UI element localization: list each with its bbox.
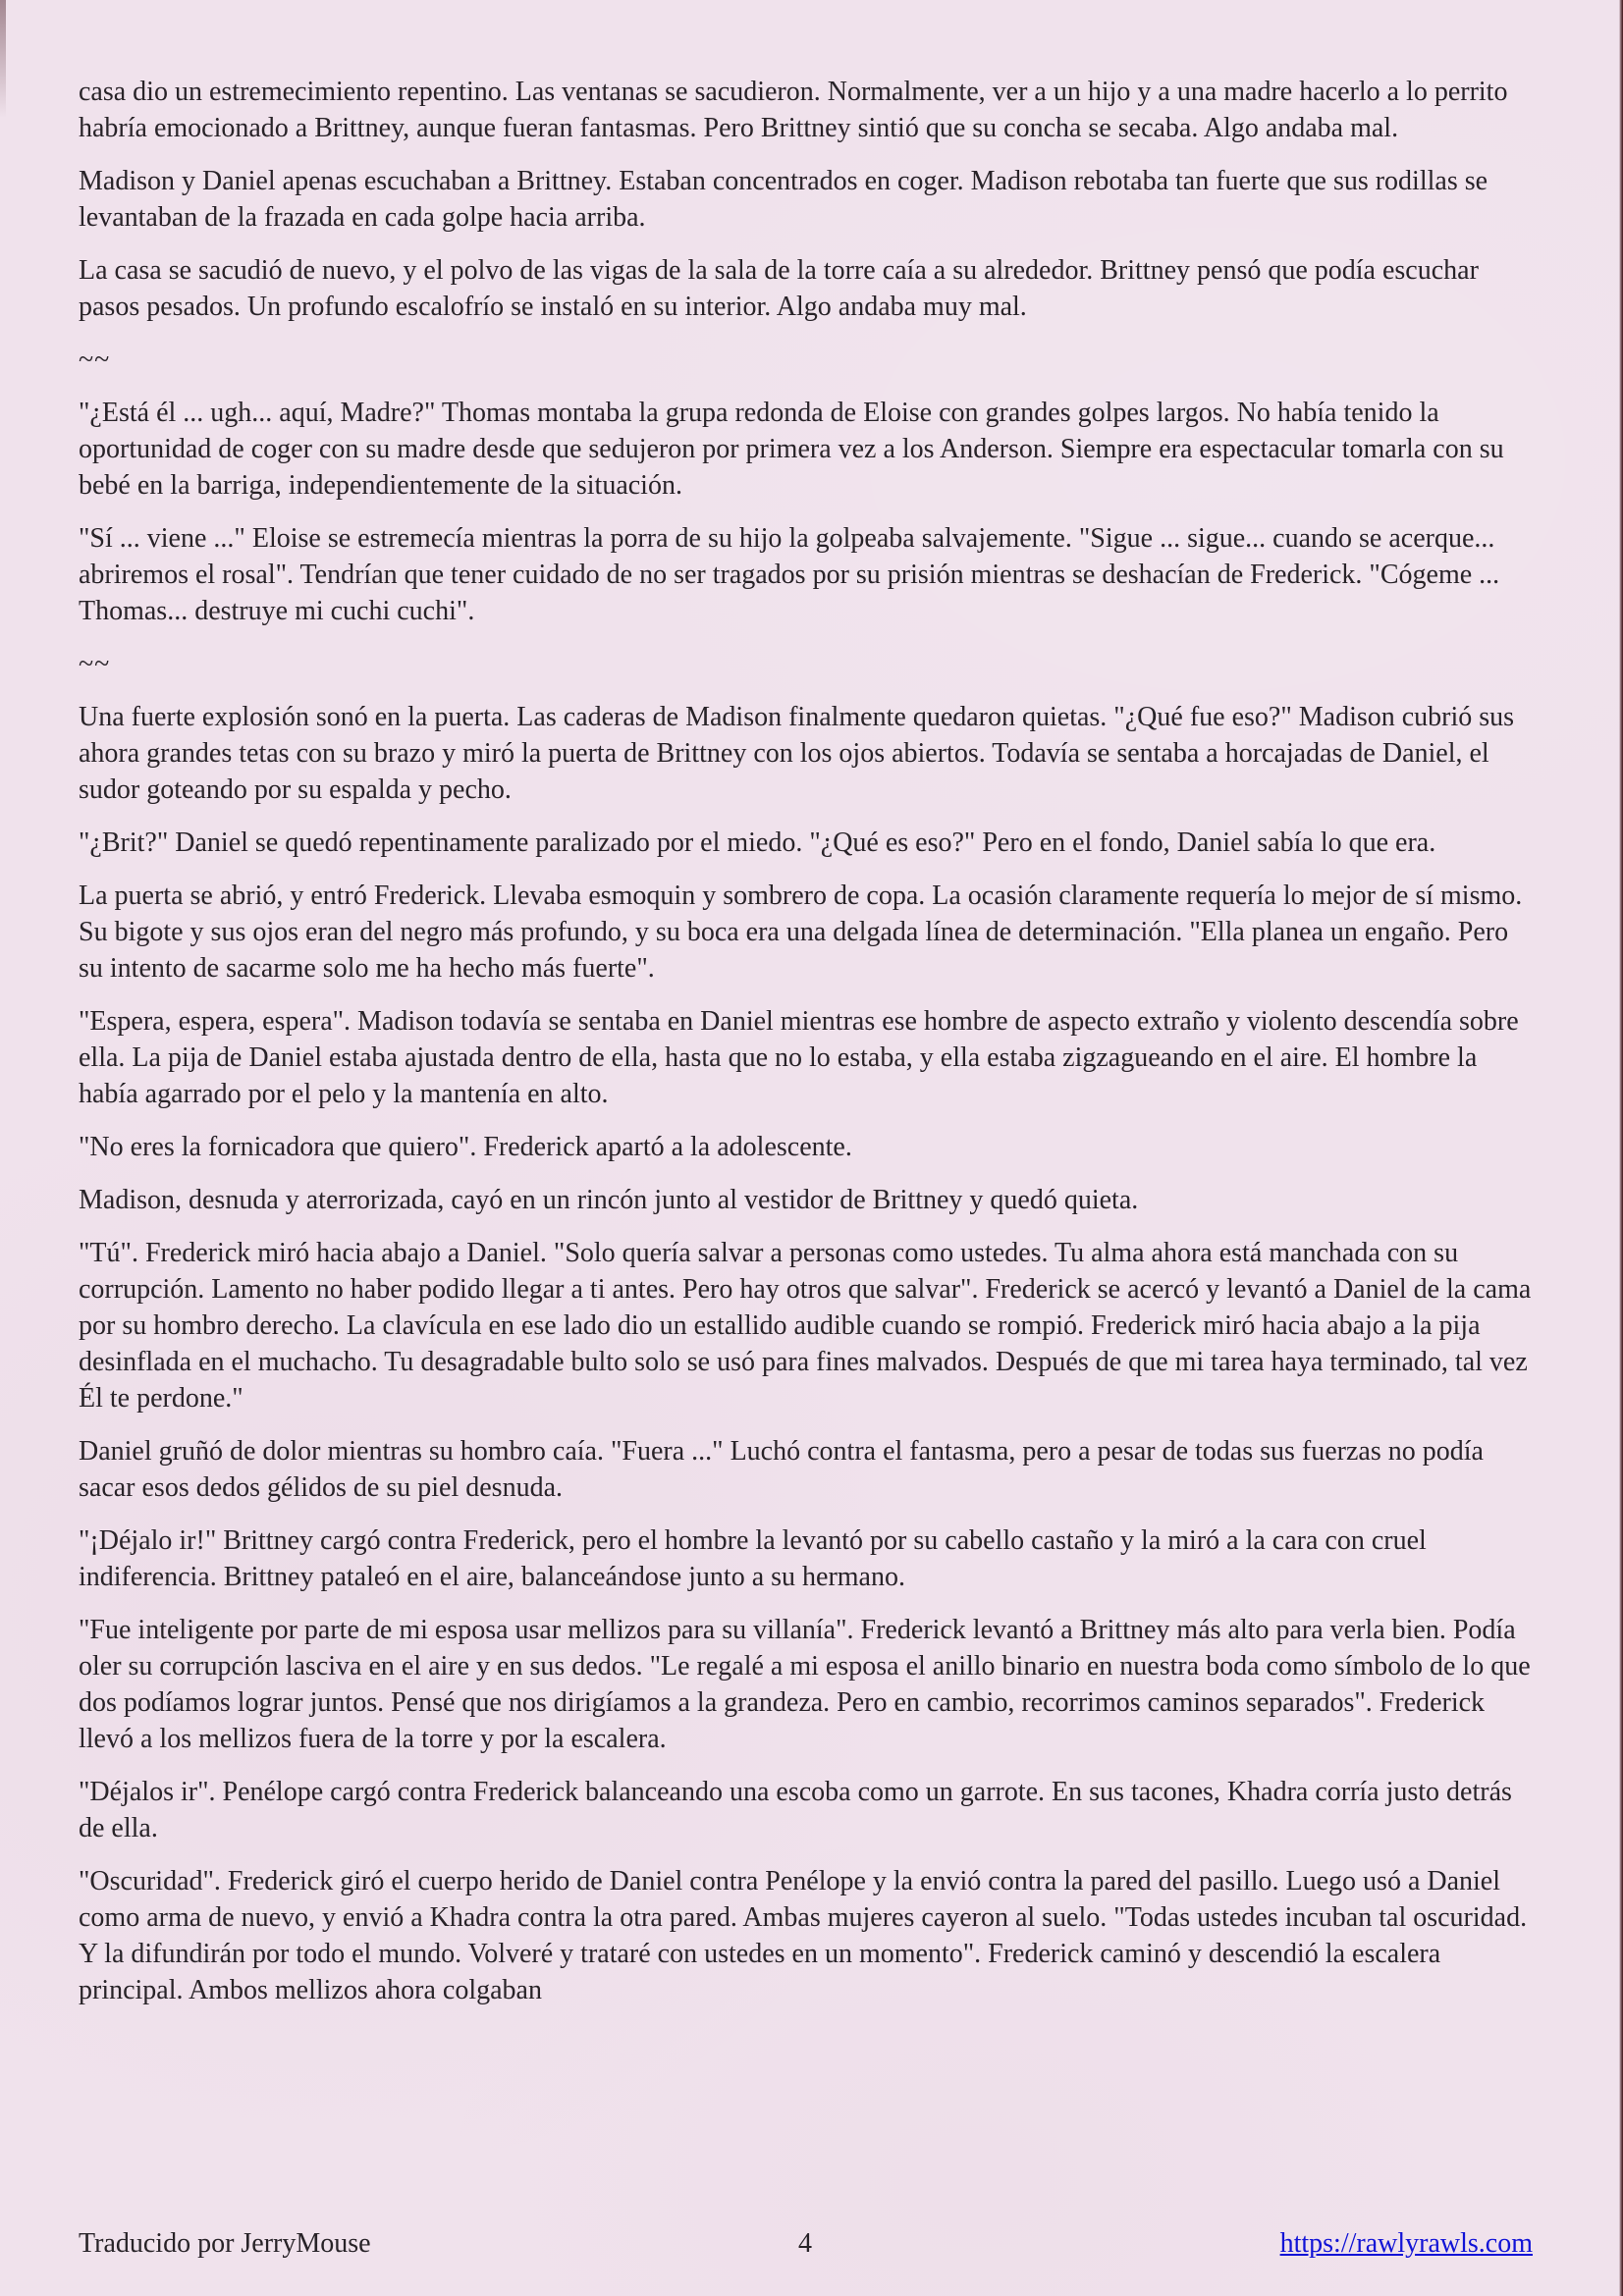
- paragraph: "No eres la fornicadora que quiero". Frederick apartó a la adolescente.: [79, 1132, 852, 1162]
- page-number: 4: [797, 2228, 812, 2259]
- paragraph: La puerta se abrió, y entró Frederick. Llevaba esmoquin y sombrero de copa. La ocasión claramente requería lo mejor de sí mismo. Su bigote y sus ojos eran del negro más profundo, y su boca era una delgada línea de determinación. "Ella planea un engaño. Pero su intento de sacarme solo me ha hecho más fuerte".: [79, 881, 1523, 984]
- paragraph: "¡Déjalo ir!" Brittney cargó contra Frederick, pero el hombre la levantó por su cabello castaño y la miró a la cara con cruel indiferencia. Brittney pataleó en el aire, balanceándose junto a su hermano.: [79, 1525, 1427, 1592]
- paragraph: "Déjalos ir". Penélope cargó contra Frederick balanceando una escoba como un garrote. En sus tacones, Khadra corría justo detrás de ella.: [79, 1777, 1512, 1843]
- paragraph: casa dio un estremecimiento repentino. Las ventanas se sacudieron. Normalmente, ver a un hijo y a una madre hacerlo a lo perrito habría emocionado a Brittney, aunque fueran fantasmas. Pero Brittney sintió que su concha se secaba. Algo andaba mal.: [79, 77, 1508, 143]
- page-left-edge-shadow: [0, 0, 6, 118]
- paragraph: "Sí ... viene ..." Eloise se estremecía mientras la porra de su hijo la golpeaba salvajemente. "Sigue ... sigue... cuando se acerque... abriremos el rosal". Tendrían que tener cuidado de no ser tragados por su prisión mientras se deshacían de Frederick. "Cógeme ... Thomas... destruye mi cuchi cuchi".: [79, 523, 1500, 626]
- paragraph: "Oscuridad". Frederick giró el cuerpo herido de Daniel contra Penélope y la envió contra la pared del pasillo. Luego usó a Daniel como arma de nuevo, y envió a Khadra contra la otra pared. Ambas mujeres cayeron al suelo. "Todas ustedes incuban tal oscuridad. Y la difundirán por todo el mundo. Volveré y trataré con ustedes en un momento". Frederick caminó y descendió la escalera principal. Ambos mellizos ahora colgaban: [79, 1866, 1528, 2005]
- paragraph: "Fue inteligente por parte de mi esposa usar mellizos para su villanía". Frederick levantó a Brittney más alto para verla bien. Podía oler su corrupción lasciva en el aire y en sus dedos. "Le regalé a mi esposa el anillo binario en nuestra boda como símbolo de lo que dos podíamos lograr juntos. Pensé que nos dirigíamos a la grandeza. Pero en cambio, recorrimos caminos separados". Frederick llevó a los mellizos fuera de la torre y por la escalera.: [79, 1615, 1531, 1754]
- paragraph: "¿Está él ... ugh... aquí, Madre?" Thomas montaba la grupa redonda de Eloise con grandes golpes largos. No había tenido la oportunidad de coger con su madre desde que sedujeron por primera vez a los Anderson. Siempre era espectacular tomarla con su bebé en la barriga, independientemente de la situación.: [79, 398, 1504, 501]
- section-separator: ~~: [79, 345, 111, 375]
- paragraph: Daniel gruñó de dolor mientras su hombro caía. "Fuera ..." Luchó contra el fantasma, pero a pesar de todas sus fuerzas no podía sacar esos dedos gélidos de su piel desnuda.: [79, 1436, 1484, 1503]
- paragraph: "Tú". Frederick miró hacia abajo a Daniel. "Solo quería salvar a personas como ustedes. Tu alma ahora está manchada con su corrupción. Lamento no haber podido llegar a ti antes. Pero hay otros que salvar". Frederick se acercó y levantó a Daniel de la cama por su hombro derecho. La clavícula en ese lado dio un estallido audible cuando se rompió. Frederick miró hacia abajo a la pija desinflada en el muchacho. Tu desagradable bulto solo se usó para fines malvados. Después de que mi tarea haya terminado, tal vez Él te perdone.": [79, 1238, 1532, 1414]
- paragraph: "Espera, espera, espera". Madison todavía se sentaba en Daniel mientras ese hombre de aspecto extraño y violento descendía sobre ella. La pija de Daniel estaba ajustada dentro de ella, hasta que no lo estaba, y ella estaba zigzagueando en el aire. El hombre la había agarrado por el pelo y la mantenía en alto.: [79, 1006, 1519, 1109]
- paragraph: Una fuerte explosión sonó en la puerta. Las caderas de Madison finalmente quedaron quietas. "¿Qué fue eso?" Madison cubrió sus ahora grandes tetas con su brazo y miró la puerta de Brittney con los ojos abiertos. Todavía se sentaba a horcajadas de Daniel, el sudor goteando por su espalda y pecho.: [79, 702, 1515, 805]
- page-footer: [79, 2225, 1533, 2263]
- page-right-edge: [1619, 0, 1623, 2296]
- paragraph: "¿Brit?" Daniel se quedó repentinamente paralizado por el miedo. "¿Qué es eso?" Pero en el fondo, Daniel sabía lo que era.: [79, 828, 1436, 858]
- translator-credit: Traducido por JerryMouse: [79, 2228, 371, 2259]
- section-separator: ~~: [79, 649, 111, 679]
- story-text: [79, 74, 1537, 2025]
- source-link[interactable]: https://rawlyrawls.com: [1279, 2228, 1533, 2259]
- paragraph: La casa se sacudió de nuevo, y el polvo de las vigas de la sala de la torre caía a su alrededor. Brittney pensó que podía escuchar pasos pesados. Un profundo escalofrío se instaló en su interior. Algo andaba muy mal.: [79, 255, 1479, 322]
- paragraph: Madison, desnuda y aterrorizada, cayó en un rincón junto al vestidor de Brittney y quedó quieta.: [79, 1185, 1139, 1215]
- paragraph: Madison y Daniel apenas escuchaban a Brittney. Estaban concentrados en coger. Madison rebotaba tan fuerte que sus rodillas se levantaban de la frazada en cada golpe hacia arriba.: [79, 166, 1488, 233]
